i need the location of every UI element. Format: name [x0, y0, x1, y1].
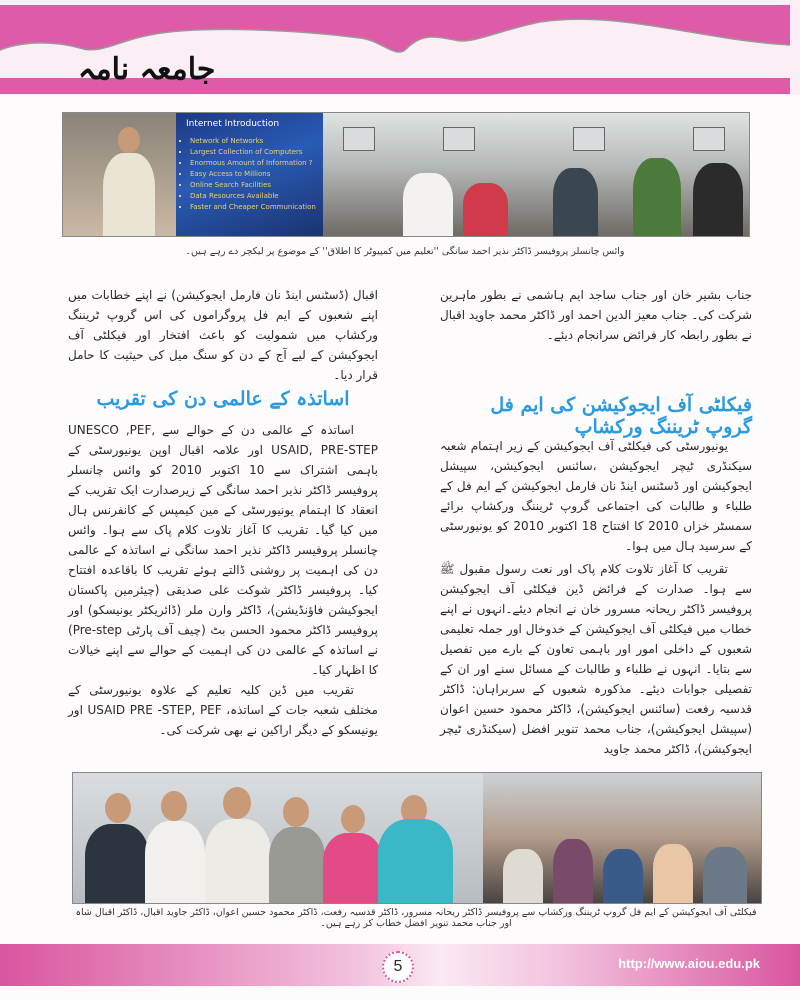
page-header: [0, 0, 800, 95]
speaker-image: [63, 113, 176, 236]
slide-item: ▪ Network of Networks: [190, 137, 323, 145]
slide-title: Internet Introduction: [186, 119, 280, 129]
teachers-day-paragraph: تقریب میں ڈین کلیہ تعلیم کے علاوہ یونیورسٹی کے مختلف شعبہ جات کے اساتذہ، USAID PRE -STEP, PEF اور یونیسکو کے دیگر اراکین نے بھی شرکت کی۔: [68, 683, 378, 737]
workshop-body: [440, 436, 752, 759]
left-column: [68, 285, 378, 385]
audience-image: [483, 773, 761, 903]
workshop-photo: [72, 772, 762, 904]
slide-item: ▪ Data Resources Available: [190, 192, 323, 200]
slide-item: ▪ Online Search Facilities: [190, 181, 323, 189]
right-intro-paragraph: جناب بشیر خان اور جناب ساجد ایم ہاشمی نے بطور ماہرین شرکت کی۔ جناب معیز الدین احمد اور ڈاکٹر محمد جاوید اقبال نے بطور رابطہ کار فرائض سرانجام دیئے۔: [440, 288, 752, 342]
teachers-day-paragraph: اساتذہ کے عالمی دن کے حوالے سے UNESCO ,PEF, USAID, PRE-STEP اور علامہ اقبال اوپن یونیورسٹی کے باہمی اشتراک سے 10 اکتوبر 2010 کو وائس چانسلر پروفیسر ڈاکٹر نذیر احمد سانگی کے زیرصدارت ایک تقریب کے انعقاد کا اہتمام یونیورسٹی کے مین کیمپس کے کانفرنس ہال میں کیا گیا۔ تقریب کا آغاز تلاوت کلام پاک سے ہوا۔ وائس چانسلر پروفیسر ڈاکٹر نذیر احمد سانگی نے اساتذہ کے عالمی دن کی اہمیت پر روشنی ڈالتے ہوئے تقریب کا باقاعدہ افتتاح کیا۔ پروفیسر ڈاکٹر شوکت علی صدیقی (چیئرمین پاکستان ایجوکیشن فاؤنڈیشن)، ڈاکٹر وارن ملر (ڈائریکٹر یونیسکو) اور پروفیسر ڈاکٹر محمود الحسن بٹ (چیف آف پارٹی Pre-step) نے اساتذہ کے عالمی دن کی اہمیت کے حوالے سے اپنے خیالات کا اظہار کیا۔: [68, 423, 378, 677]
right-column: [440, 285, 752, 345]
workshop-heading: فیکلٹی آف ایجوکیشن کی ایم فل گروپ ٹریننگ ورکشاپ: [490, 394, 752, 438]
left-intro-paragraph: اقبال (ڈسٹنس اینڈ نان فارمل ایجوکیشن) نے اپنے خطابات میں اپنے شعبوں کے ایم فل پروگراموں کی اس گروپ ٹریننگ ورکشاپ میں شمولیت کو باعث افتخار اور فیکلٹی آف ایجوکیشن کے لیے آج کے دن کو سنگ میل کی حیثیت کا حامل قرار دیا۔: [68, 288, 378, 382]
lecture-photo: [62, 112, 750, 237]
slide-item: ▪ Enormous Amount of Information ?: [190, 159, 323, 167]
speakers-image: [73, 773, 483, 903]
website-url[interactable]: http://www.aiou.edu.pk: [618, 956, 760, 971]
masthead-logo: جامعہ نامہ: [78, 52, 216, 87]
teachers-day-body: [68, 420, 378, 740]
presentation-slide: [176, 113, 323, 236]
classroom-image: [323, 113, 749, 236]
workshop-paragraph: تقریب کا آغاز تلاوت کلام پاک اور نعت رسول مقبول ﷺ سے ہوا۔ صدارت کے فرائض ڈین فیکلٹی آف ایجوکیشن پروفیسر ڈاکٹر ریحانہ مسرور خان نے انجام دیئے۔انہوں نے اپنے خطاب میں فیکلٹی آف ایجوکیشن کے خدوخال اور جملہ تعلیمی شعبوں کے داخلی امور اور باہمی تعاون کے بارے میں تفصیل سے بتایا۔ انہوں نے طلباء و طالبات کے مسائل سنے اور ان کے تفصیلی جوابات دیئے۔ مذکورہ شعبوں کے سربراہان: ڈاکٹر قدسیہ رفعت (سائنس ایجوکیشن)، ڈاکٹر محمود حسین اعوان (سپیشل ایجوکیشن)، جناب محمد تنویر افضل (سیکنڈری ٹیچر ایجوکیشن)، ڈاکٹر محمد جاوید: [440, 562, 752, 756]
slide-item: ▪ Faster and Cheaper Communication: [190, 203, 323, 211]
workshop-paragraph: یونیورسٹی کی فیکلٹی آف ایجوکیشن کے زیر اہتمام شعبہ سیکنڈری ٹیچر ایجوکیشن ،سائنس ایجوکیشن، سپیشل ایجوکیشن اور ڈسٹنس اینڈ نان فارمل ایجوکیشن کے ایم فل کے طلباء و طالبات کی اجتماعی گروپ ٹریننگ ورکشاپ برائے سمسٹر خزاں 2010 کا افتتاح 18 اکتوبر 2010 کو یونیورسٹی کے سرسید ہال میں ہوا۔: [440, 439, 752, 553]
slide-item: ▪ Largest Collection of Computers: [190, 148, 323, 156]
bottom-photo-caption: فیکلٹی آف ایجوکیشن کے ایم فل گروپ ٹریننگ ورکشاپ سے پروفیسر ڈاکٹر ریحانہ مسرور، ڈاکٹر قدسیہ رفعت، ڈاکٹر محمود حسین اعوان، ڈاکٹر جاوید اقبال، ڈاکٹر اقبال شاہ اور جناب محمد تنویر افضل خطاب کر رہے ہیں۔: [75, 907, 757, 929]
top-photo-caption: وائس چانسلر پروفیسر ڈاکٹر نذیر احمد سانگی ''تعلیم میں کمپیوٹر کا اطلاق'' کے موضوع پر لیکچر دے رہے ہیں۔: [185, 246, 625, 257]
slide-item: ▪ Easy Access to Millions: [190, 170, 323, 178]
teachers-day-heading: اساتذہ کے عالمی دن کی تقریب: [96, 388, 350, 410]
page-number: 5: [382, 951, 414, 983]
